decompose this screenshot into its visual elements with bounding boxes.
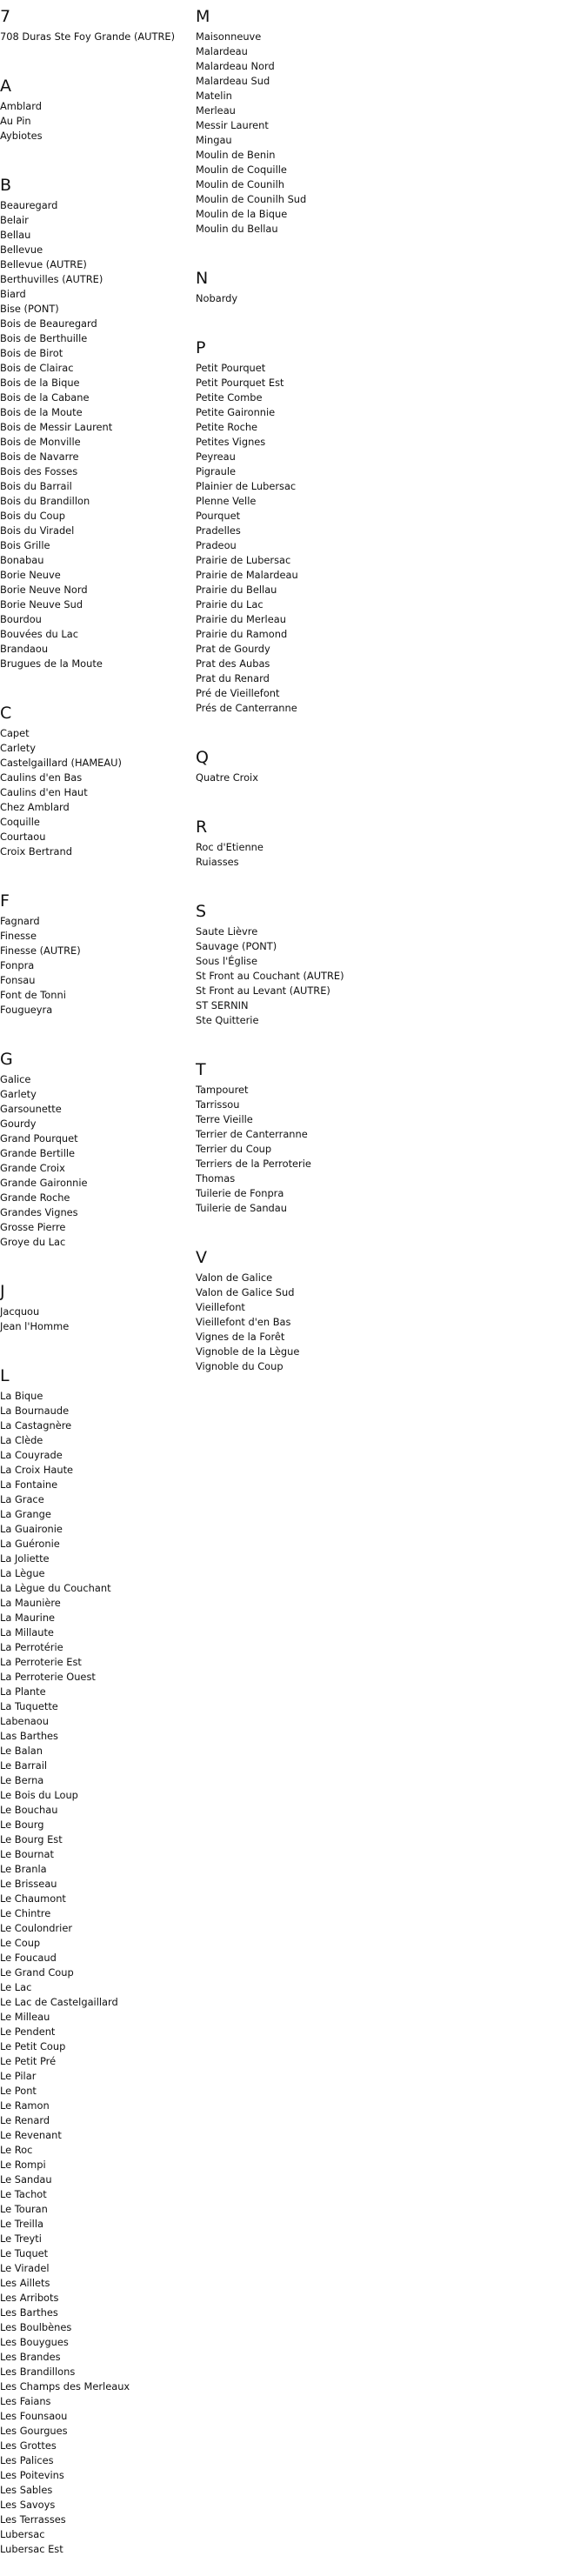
place-name-item: St Front au Couchant (AUTRE) [196, 970, 344, 982]
place-name-item: Caulins d'en Bas [0, 771, 83, 784]
place-name-item: Le Balan [0, 1745, 43, 1757]
place-name-item: Finesse (AUTRE) [0, 944, 81, 957]
place-name-item: Moulin du Bellau [196, 223, 278, 235]
place-name-item: La Fontaine [0, 1478, 58, 1491]
place-name-item: 708 Duras Ste Foy Grande (AUTRE) [0, 30, 176, 43]
place-name-list [0, 1072, 198, 1269]
place-name-list [196, 1083, 378, 1235]
place-name-list [196, 361, 378, 735]
place-name-item: Grandes Vignes [0, 1206, 78, 1218]
place-name-item: Bonabau [0, 554, 44, 566]
section-letter-heading: G [0, 1050, 13, 1069]
place-name-item: Les Sables [0, 2484, 53, 2496]
place-name-item: Bise (PONT) [0, 303, 59, 315]
letter-section [0, 1353, 198, 2576]
letter-section [196, 1235, 378, 1393]
place-name-item: Le Barrail [0, 1759, 48, 1772]
place-name-item: Peyreau [196, 450, 236, 463]
place-name-item: Vignes de la Forêt [196, 1331, 285, 1343]
place-name-item: Le Treilla [0, 2218, 43, 2230]
place-name-item: Moulin de Counilh [196, 178, 284, 190]
index-column-right [196, 0, 378, 1393]
place-name-item: Aybiotes [0, 130, 43, 142]
place-name-item: Valon de Galice [196, 1271, 273, 1284]
place-name-item: Le Pendent [0, 2025, 56, 2038]
place-name-item: Le Lac de Castelgaillard [0, 1996, 118, 2008]
place-name-item: Terrier du Coup [196, 1143, 272, 1155]
place-name-item: Pradelles [196, 524, 241, 537]
place-name-item: Les Arribots [0, 2292, 59, 2304]
place-name-item: La Bique [0, 1390, 43, 1402]
place-name-item: La Tuquette [0, 1700, 58, 1712]
place-name-item: Bois des Fosses [0, 465, 78, 477]
section-letter-heading: B [0, 176, 12, 195]
place-name-item: Coquille [0, 816, 40, 828]
letter-section [196, 1047, 378, 1235]
place-name-item: Bois du Brandillon [0, 495, 90, 507]
place-name-item: Le Bouchau [0, 1804, 58, 1816]
place-name-item: Bellau [0, 229, 31, 241]
letter-section [196, 325, 378, 735]
place-name-item: Le Revenant [0, 2129, 62, 2141]
place-name-item: Jean l'Homme [0, 1320, 70, 1332]
section-letter-heading: T [196, 1060, 206, 1079]
place-name-item: Le Bournat [0, 1848, 54, 1860]
place-name-item: Biard [0, 288, 26, 300]
place-name-item: Les Brandes [0, 2351, 61, 2363]
place-name-item: Grande Croix [0, 1162, 65, 1174]
place-name-item: Croix Bertrand [0, 845, 72, 858]
place-name-item: Le Brisseau [0, 1878, 57, 1890]
place-name-item: Bois de Navarre [0, 450, 79, 463]
place-name-item: Bellevue [0, 244, 43, 256]
section-letter-heading: J [0, 1282, 5, 1301]
place-name-item: La Perroterie Est [0, 1656, 82, 1668]
letter-section [0, 0, 198, 63]
place-name-item: La Croix Haute [0, 1464, 74, 1476]
place-name-item: Finesse [0, 930, 37, 942]
letter-section [0, 1269, 198, 1353]
letter-section [196, 804, 378, 889]
section-letter-heading: F [0, 891, 10, 911]
place-name-item: Petites Vignes [196, 436, 266, 448]
letter-section [0, 878, 198, 1037]
place-name-item: Le Petit Coup [0, 2040, 66, 2052]
place-name-item: La Couyrade [0, 1449, 63, 1461]
place-name-item: La Millaute [0, 1626, 54, 1638]
place-name-item: Le Lac [0, 1981, 32, 1993]
place-name-item: Brandaou [0, 643, 49, 655]
place-name-item: Bois de la Bique [0, 377, 80, 389]
place-name-item: Pourquet [196, 510, 241, 522]
place-name-item: La Plante [0, 1685, 46, 1698]
place-name-item: Prairie de Lubersac [196, 554, 291, 566]
place-name-item: La Perroterie Ouest [0, 1671, 96, 1683]
place-name-item: Valon de Galice Sud [196, 1286, 295, 1298]
section-letter-heading: C [0, 704, 12, 723]
place-name-item: Les Poitevins [0, 2469, 64, 2481]
place-name-item: Moulin de Coquille [196, 164, 287, 176]
place-name-item: Prat du Renard [196, 672, 270, 684]
place-name-list [0, 30, 198, 63]
place-name-item: Les Brandillons [0, 2366, 76, 2378]
place-name-list [0, 99, 198, 163]
place-name-item: Bois de Birot [0, 347, 63, 359]
place-name-item: Bois de la Cabane [0, 391, 90, 404]
section-letter-heading: M [196, 7, 210, 26]
place-name-item: Capet [0, 727, 30, 739]
place-name-item: Prairie de Malardeau [196, 569, 298, 581]
section-letter-heading: Q [196, 748, 209, 767]
place-name-item: Quatre Croix [196, 771, 258, 784]
place-name-item: Messir Laurent [196, 119, 269, 131]
place-name-item: Le Treyti [0, 2232, 42, 2245]
place-name-item: Le Milleau [0, 2011, 50, 2023]
place-name-item: La Maurine [0, 1612, 56, 1624]
place-name-item: Le Coup [0, 1937, 41, 1949]
place-name-item: Malardeau Nord [196, 60, 275, 72]
place-name-item: Petite Roche [196, 421, 258, 433]
place-name-list [0, 1389, 198, 2576]
section-letter-heading: L [0, 1366, 10, 1385]
place-name-item: Les Champs des Merleaux [0, 2380, 130, 2392]
place-name-item: La Perrotérie [0, 1641, 63, 1653]
place-name-item: Les Palices [0, 2454, 54, 2466]
place-name-item: Le Bourg [0, 1819, 44, 1831]
place-name-item: Le Renard [0, 2114, 50, 2126]
place-name-item: Tuilerie de Fonpra [196, 1187, 284, 1199]
place-name-item: Vignoble de la Lègue [196, 1345, 300, 1358]
place-name-item: Moulin de la Bique [196, 208, 288, 220]
place-name-item: Grand Pourquet [0, 1132, 78, 1145]
place-name-item: Vieillefont d'en Bas [196, 1316, 291, 1328]
place-name-item: Gourdy [0, 1118, 37, 1130]
place-name-item: Galice [0, 1073, 31, 1085]
place-name-item: Pradeou [196, 539, 237, 551]
place-name-item: St Front au Levant (AUTRE) [196, 984, 330, 997]
letter-section [196, 889, 378, 1047]
place-name-item: Petite Combe [196, 391, 263, 404]
place-name-item: Garlety [0, 1088, 37, 1100]
place-name-item: Terre Vieille [196, 1113, 253, 1125]
section-letter-heading: S [196, 902, 207, 921]
place-name-item: Ste Quitterie [196, 1014, 259, 1026]
place-name-item: Belair [0, 214, 29, 226]
place-name-item: Le Foucaud [0, 1952, 57, 1964]
place-name-item: Terrier de Canterranne [196, 1128, 308, 1140]
place-name-list [196, 30, 378, 256]
place-name-item: Les Founsaou [0, 2410, 68, 2422]
letter-section [196, 256, 378, 325]
place-name-item: Grande Gaironnie [0, 1177, 88, 1189]
place-name-item: Bois du Coup [0, 510, 65, 522]
place-name-item: Le Bois du Loup [0, 1789, 78, 1801]
place-name-item: La Grace [0, 1493, 44, 1505]
place-name-item: Grande Roche [0, 1191, 70, 1204]
place-name-item: Le Tachot [0, 2188, 47, 2200]
place-name-item: Plenne Velle [196, 495, 257, 507]
place-name-item: Le Bourg Est [0, 1833, 63, 1845]
place-name-item: Les Grottes [0, 2439, 57, 2452]
place-name-item: Au Pin [0, 115, 31, 127]
place-name-item: La Guéronie [0, 1538, 60, 1550]
place-name-item: Sauvage (PONT) [196, 940, 277, 952]
place-name-item: Bois du Barrail [0, 480, 72, 492]
place-name-item: Bois de Berthuille [0, 332, 88, 344]
place-name-item: Les Faians [0, 2395, 51, 2407]
place-name-item: Berthuvilles (AUTRE) [0, 273, 103, 285]
place-name-item: Le Sandau [0, 2173, 52, 2186]
place-name-item: Caulins d'en Haut [0, 786, 88, 798]
place-name-item: Le Chintre [0, 1907, 51, 1919]
place-name-item: Mingau [196, 134, 232, 146]
place-name-item: La Lègue [0, 1567, 45, 1579]
place-name-item: Le Rompi [0, 2159, 46, 2171]
letter-section [0, 63, 198, 163]
place-name-list [196, 771, 378, 804]
place-name-item: Brugues de la Moute [0, 657, 103, 670]
place-name-item: Ruiasses [196, 856, 239, 868]
place-name-item: Bellevue (AUTRE) [0, 258, 87, 270]
place-name-item: Fougueyra [0, 1004, 53, 1016]
place-name-item: Prairie du Bellau [196, 584, 277, 596]
place-name-item: Lubersac Est [0, 2543, 63, 2555]
place-name-item: Le Touran [0, 2203, 48, 2215]
section-letter-heading: P [196, 338, 206, 357]
place-name-item: Petit Pourquet Est [196, 377, 284, 389]
place-name-item: Carlety [0, 742, 36, 754]
place-name-item: Prat de Gourdy [196, 643, 270, 655]
place-name-item: Prés de Canterranne [196, 702, 297, 714]
index-column-left [0, 0, 198, 2576]
place-name-list [0, 198, 198, 691]
place-name-item: Bois de Messir Laurent [0, 421, 113, 433]
place-name-item: Amblard [0, 100, 42, 112]
place-name-item: Groye du Lac [0, 1236, 66, 1248]
place-name-list [196, 840, 378, 889]
place-name-item: Malardeau [196, 45, 248, 57]
place-name-item: Les Gourgues [0, 2425, 68, 2437]
place-name-item: Malardeau Sud [196, 75, 270, 87]
place-name-item: Beauregard [0, 199, 58, 211]
place-name-item: Borie Neuve Nord [0, 584, 88, 596]
place-name-item: Vignoble du Coup [196, 1360, 283, 1372]
section-letter-heading: A [0, 77, 11, 96]
place-name-item: Fagnard [0, 915, 40, 927]
place-name-item: Maisonneuve [196, 30, 262, 43]
place-name-item: La Lègue du Couchant [0, 1582, 111, 1594]
place-name-item: Les Boulbènes [0, 2321, 72, 2333]
place-name-item: Chez Amblard [0, 801, 70, 813]
place-name-item: Le Ramon [0, 2099, 50, 2112]
place-name-item: La Maunière [0, 1597, 61, 1609]
place-name-item: La Guaironie [0, 1523, 63, 1535]
place-name-list [0, 726, 198, 878]
place-name-item: Bois de Clairac [0, 362, 74, 374]
place-name-list [0, 914, 198, 1037]
place-name-item: La Joliette [0, 1552, 50, 1565]
place-name-item: Petit Pourquet [196, 362, 266, 374]
place-name-item: Vieillefont [196, 1301, 245, 1313]
place-name-item: Le Grand Coup [0, 1966, 74, 1979]
place-name-item: Les Terrasses [0, 2513, 66, 2526]
place-name-list [0, 1305, 198, 1353]
section-letter-heading: N [196, 269, 209, 288]
place-name-item: Tuilerie de Sandau [196, 1202, 287, 1214]
place-name-item: ST SERNIN [196, 999, 249, 1011]
place-name-item: Le Viradel [0, 2262, 50, 2274]
place-name-item: Nobardy [196, 292, 238, 304]
place-name-item: Le Petit Pré [0, 2055, 57, 2067]
place-name-item: Castelgaillard (HAMEAU) [0, 757, 122, 769]
place-name-item: Prairie du Ramond [196, 628, 288, 640]
place-name-item: Las Barthes [0, 1730, 58, 1742]
place-name-item: Jacquou [0, 1305, 40, 1318]
place-name-item: Courtaou [0, 831, 46, 843]
place-name-item: Moulin de Counilh Sud [196, 193, 307, 205]
place-name-item: Grosse Pierre [0, 1221, 66, 1233]
place-name-item: Borie Neuve Sud [0, 598, 83, 611]
place-name-item: Sous l'Église [196, 955, 257, 967]
section-letter-heading: R [196, 818, 208, 837]
place-name-item: Fonpra [0, 959, 35, 971]
place-name-list [196, 1271, 378, 1393]
place-name-list [196, 291, 378, 325]
place-name-item: Roc d'Etienne [196, 841, 263, 853]
place-name-item: Tarrissou [196, 1098, 240, 1111]
place-name-item: Bois de la Moute [0, 406, 83, 418]
place-name-item: Petite Gaironnie [196, 406, 276, 418]
place-name-item: Les Barthes [0, 2306, 58, 2319]
place-name-item: Prairie du Merleau [196, 613, 286, 625]
letter-section [0, 163, 198, 691]
place-name-item: Bois du Viradel [0, 524, 75, 537]
place-name-item: Le Coulondrier [0, 1922, 73, 1934]
place-name-item: La Bournaude [0, 1405, 70, 1417]
place-name-item: Le Roc [0, 2144, 33, 2156]
place-name-item: Les Bouygues [0, 2336, 69, 2348]
place-name-item: La Grange [0, 1508, 51, 1520]
place-name-item: Terriers de la Perroterie [196, 1158, 311, 1170]
place-name-item: Borie Neuve [0, 569, 61, 581]
place-name-item: Bois de Beauregard [0, 317, 97, 330]
place-name-item: Le Pont [0, 2085, 37, 2097]
place-name-item: Thomas [196, 1172, 236, 1185]
place-name-item: La Clède [0, 1434, 43, 1446]
place-name-item: Le Pilar [0, 2070, 37, 2082]
letter-section [0, 1037, 198, 1269]
place-name-item: Font de Tonni [0, 989, 66, 1001]
place-name-item: Tampouret [196, 1084, 249, 1096]
section-letter-heading: V [196, 1248, 207, 1267]
place-name-item: Le Berna [0, 1774, 44, 1786]
place-name-item: Grande Bertille [0, 1147, 76, 1159]
place-name-item: Bois Grille [0, 539, 50, 551]
place-name-item: Matelin [196, 90, 232, 102]
place-name-item: Lubersac [0, 2528, 45, 2540]
place-name-item: Fonsau [0, 974, 36, 986]
place-name-item: La Castagnère [0, 1419, 72, 1431]
place-name-item: Le Chaumont [0, 1892, 66, 1905]
letter-section [196, 735, 378, 804]
place-name-item: Bourdou [0, 613, 42, 625]
place-name-item: Plainier de Lubersac [196, 480, 297, 492]
place-name-item: Les Savoys [0, 2499, 56, 2511]
place-name-item: Moulin de Benin [196, 149, 276, 161]
place-name-item: Prat des Aubas [196, 657, 270, 670]
letter-section [0, 691, 198, 878]
place-name-item: Saute Lièvre [196, 925, 258, 938]
letter-section [196, 0, 378, 256]
place-name-item: Garsounette [0, 1103, 62, 1115]
place-name-item: Merleau [196, 104, 236, 117]
place-name-item: Labenaou [0, 1715, 49, 1727]
place-name-list [196, 924, 378, 1047]
place-name-item: Bouvées du Lac [0, 628, 78, 640]
place-name-item: Le Tuquet [0, 2247, 49, 2259]
place-name-item: Pigraule [196, 465, 237, 477]
place-name-item: Bois de Monville [0, 436, 81, 448]
place-name-item: Prairie du Lac [196, 598, 263, 611]
place-name-item: Le Branla [0, 1863, 47, 1875]
section-letter-heading: 7 [0, 7, 11, 26]
place-name-item: Pré de Vieillefont [196, 687, 280, 699]
place-name-item: Les Aillets [0, 2277, 50, 2289]
